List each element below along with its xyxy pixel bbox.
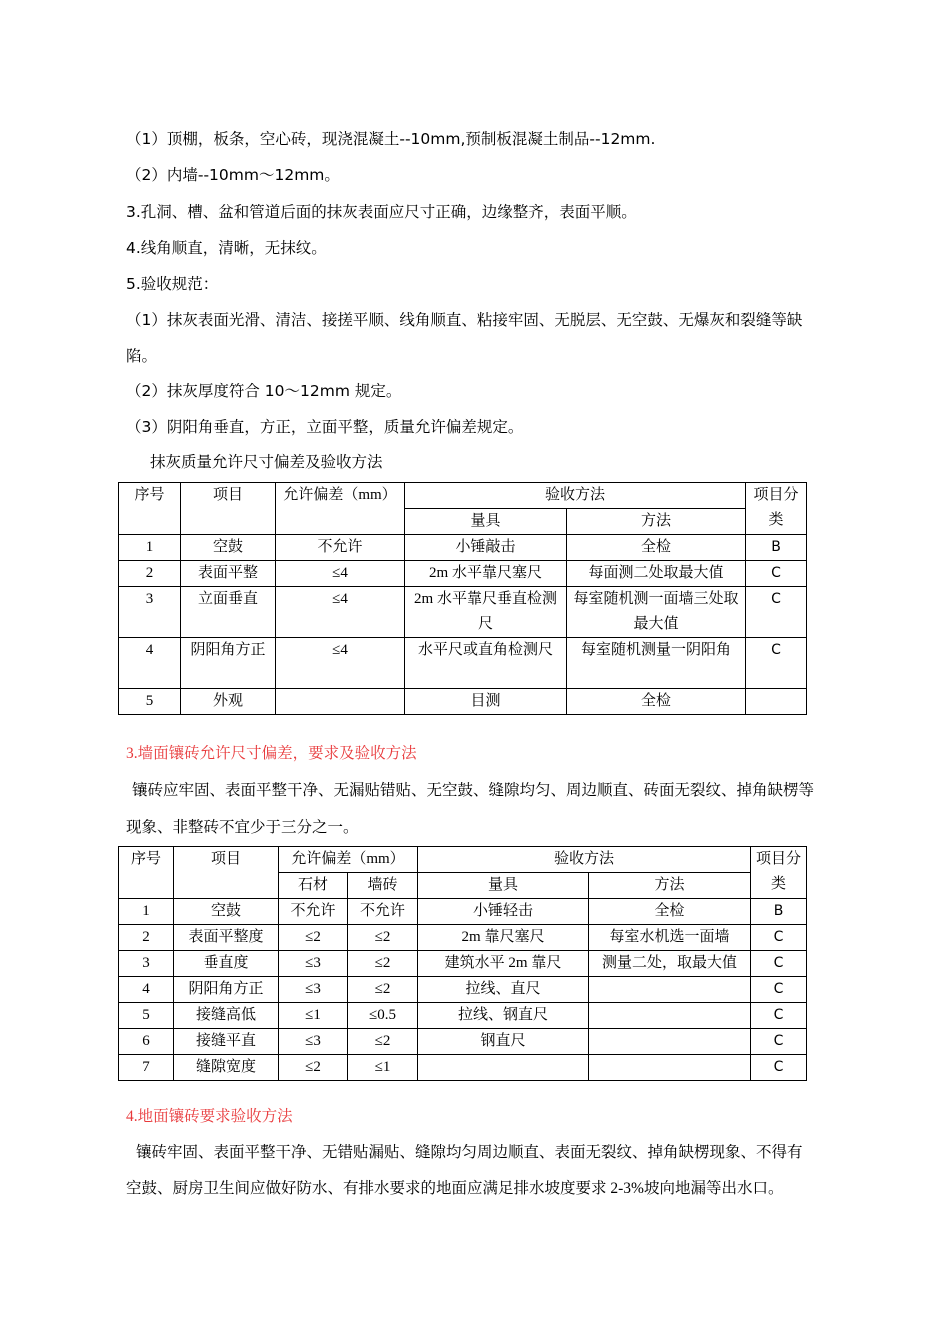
table1-title: 抹灰质量允许尺寸偏差及验收方法 [150, 453, 383, 471]
cell-tool: 2m 靠尺塞尺 [418, 925, 589, 951]
cell-method: 全检 [567, 689, 746, 715]
cell-method [589, 977, 751, 1003]
cell-seq: 3 [119, 951, 174, 977]
section-floor-tile-text-a: 镶砖牢固、表面平整干净、无错贴漏贴、缝隙均匀周边顺直、表面无裂纹、掉角缺楞现象、不得有 [136, 1144, 803, 1161]
cell-classification: C [751, 1029, 807, 1055]
cell-tool: 2m 水平靠尺塞尺 [405, 561, 567, 587]
cell-item: 垂直度 [174, 951, 279, 977]
cell-item: 空鼓 [181, 535, 276, 561]
paragraph-acceptance-1a: （1）抹灰表面光滑、清洁、接搓平顺、线角顺直、粘接牢固、无脱层、无空鼓、无爆灰和裂缝等缺 [126, 311, 803, 329]
cell-classification: C [751, 1055, 807, 1081]
cell-classification: C [751, 977, 807, 1003]
cell-classification: C [746, 587, 807, 638]
cell-classification: C [746, 561, 807, 587]
cell-method: 每室随机测量一阴阳角 [567, 638, 746, 689]
header-tool: 量具 [418, 873, 589, 899]
section-floor-tile-title: 4.地面镶砖要求验收方法 [126, 1108, 293, 1125]
cell-item: 空鼓 [174, 899, 279, 925]
cell-tolerance: ≤4 [276, 561, 405, 587]
cell-classification: C [751, 951, 807, 977]
cell-seq: 1 [119, 899, 174, 925]
header-acceptance-method: 验收方法 [405, 483, 746, 509]
cell-tolerance [276, 689, 405, 715]
cell-classification: B [751, 899, 807, 925]
header-tool: 量具 [405, 509, 567, 535]
cell-tolerance: 不允许 [276, 535, 405, 561]
header-classification: 项目分类 [746, 483, 807, 535]
paragraph-acceptance-heading: 5.验收规范： [126, 275, 219, 293]
cell-method: 每室随机测一面墙三处取最大值 [567, 587, 746, 638]
cell-item: 表面平整度 [174, 925, 279, 951]
cell-seq: 5 [119, 689, 181, 715]
cell-tolerance: ≤4 [276, 638, 405, 689]
header-tolerance: 允许偏差（mm） [279, 847, 418, 873]
cell-classification: C [751, 925, 807, 951]
cell-stone: 不允许 [279, 899, 348, 925]
cell-item: 外观 [181, 689, 276, 715]
header-seq: 序号 [119, 847, 174, 899]
paragraph-acceptance-2: （2）抹灰厚度符合 10～12mm 规定。 [126, 382, 402, 400]
cell-seq: 5 [119, 1003, 174, 1029]
cell-tool: 拉线、直尺 [418, 977, 589, 1003]
cell-wall-tile: ≤1 [348, 1055, 418, 1081]
paragraph-holes: 3.孔洞、槽、盆和管道后面的抹灰表面应尺寸正确，边缘整齐，表面平顺。 [126, 203, 637, 221]
cell-item: 表面平整 [181, 561, 276, 587]
cell-seq: 3 [119, 587, 181, 638]
paragraph-acceptance-1b: 陷。 [126, 347, 158, 365]
cell-classification: B [746, 535, 807, 561]
cell-seq: 6 [119, 1029, 174, 1055]
cell-tool: 2m 水平靠尺垂直检测尺 [405, 587, 567, 638]
paragraph-acceptance-3: （3）阴阳角垂直，方正，立面平整，质量允许偏差规定。 [126, 418, 524, 436]
section-wall-tile-title: 3.墙面镶砖允许尺寸偏差，要求及验收方法 [126, 745, 417, 762]
cell-seq: 4 [119, 638, 181, 689]
cell-classification [746, 689, 807, 715]
cell-method [589, 1003, 751, 1029]
cell-seq: 4 [119, 977, 174, 1003]
cell-tool: 拉线、钢直尺 [418, 1003, 589, 1029]
cell-stone: ≤2 [279, 1055, 348, 1081]
cell-seq: 2 [119, 561, 181, 587]
cell-tool: 水平尺或直角检测尺 [405, 638, 567, 689]
cell-wall-tile: ≤0.5 [348, 1003, 418, 1029]
header-method: 方法 [589, 873, 751, 899]
header-method: 方法 [567, 509, 746, 535]
header-acceptance-method: 验收方法 [418, 847, 751, 873]
cell-stone: ≤3 [279, 977, 348, 1003]
header-item: 项目 [181, 483, 276, 535]
cell-tool: 小锤敲击 [405, 535, 567, 561]
cell-tool: 目测 [405, 689, 567, 715]
cell-stone: ≤3 [279, 951, 348, 977]
header-stone: 石材 [279, 873, 348, 899]
cell-classification: C [746, 638, 807, 689]
paragraph-lines: 4.线角顺直，清晰，无抹纹。 [126, 239, 327, 257]
cell-item: 接缝高低 [174, 1003, 279, 1029]
cell-wall-tile: 不允许 [348, 899, 418, 925]
cell-method: 测量二处，取最大值 [589, 951, 751, 977]
cell-wall-tile: ≤2 [348, 925, 418, 951]
cell-tool: 钢直尺 [418, 1029, 589, 1055]
wall-tile-tolerance-table [118, 846, 807, 1081]
cell-method: 全检 [589, 899, 751, 925]
cell-wall-tile: ≤2 [348, 977, 418, 1003]
header-classification: 项目分类 [751, 847, 807, 899]
cell-tool: 建筑水平 2m 靠尺 [418, 951, 589, 977]
plaster-tolerance-table [118, 482, 807, 715]
cell-seq: 2 [119, 925, 174, 951]
cell-item: 阴阳角方正 [181, 638, 276, 689]
cell-seq: 1 [119, 535, 181, 561]
cell-tolerance: ≤4 [276, 587, 405, 638]
header-seq: 序号 [119, 483, 181, 535]
cell-wall-tile: ≤2 [348, 1029, 418, 1055]
cell-tool: 小锤轻击 [418, 899, 589, 925]
cell-method [589, 1055, 751, 1081]
cell-tool [418, 1055, 589, 1081]
section-wall-tile-text-b: 现象、非整砖不宜少于三分之一。 [126, 819, 359, 836]
cell-method: 每面测二处取最大值 [567, 561, 746, 587]
cell-stone: ≤1 [279, 1003, 348, 1029]
cell-method: 每室水机选一面墙 [589, 925, 751, 951]
cell-seq: 7 [119, 1055, 174, 1081]
header-wall-tile: 墙砖 [348, 873, 418, 899]
paragraph-ceiling: （1）顶棚，板条，空心砖，现浇混凝土--10mm,预制板混凝土制品--12mm. [126, 130, 656, 148]
cell-method: 全检 [567, 535, 746, 561]
cell-item: 接缝平直 [174, 1029, 279, 1055]
cell-item: 立面垂直 [181, 587, 276, 638]
cell-wall-tile: ≤2 [348, 951, 418, 977]
header-item: 项目 [174, 847, 279, 899]
cell-method [589, 1029, 751, 1055]
cell-item: 阴阳角方正 [174, 977, 279, 1003]
paragraph-inner-wall: （2）内墙--10mm～12mm。 [126, 166, 340, 184]
header-tolerance: 允许偏差（mm） [276, 483, 405, 535]
cell-item: 缝隙宽度 [174, 1055, 279, 1081]
cell-classification: C [751, 1003, 807, 1029]
cell-stone: ≤3 [279, 1029, 348, 1055]
section-wall-tile-text-a: 镶砖应牢固、表面平整干净、无漏贴错贴、无空鼓、缝隙均匀、周边顺直、砖面无裂纹、掉角缺楞等 [132, 782, 815, 799]
section-floor-tile-text-b: 空鼓、厨房卫生间应做好防水、有排水要求的地面应满足排水坡度要求 2-3%坡向地漏等出水口。 [126, 1180, 784, 1197]
cell-stone: ≤2 [279, 925, 348, 951]
